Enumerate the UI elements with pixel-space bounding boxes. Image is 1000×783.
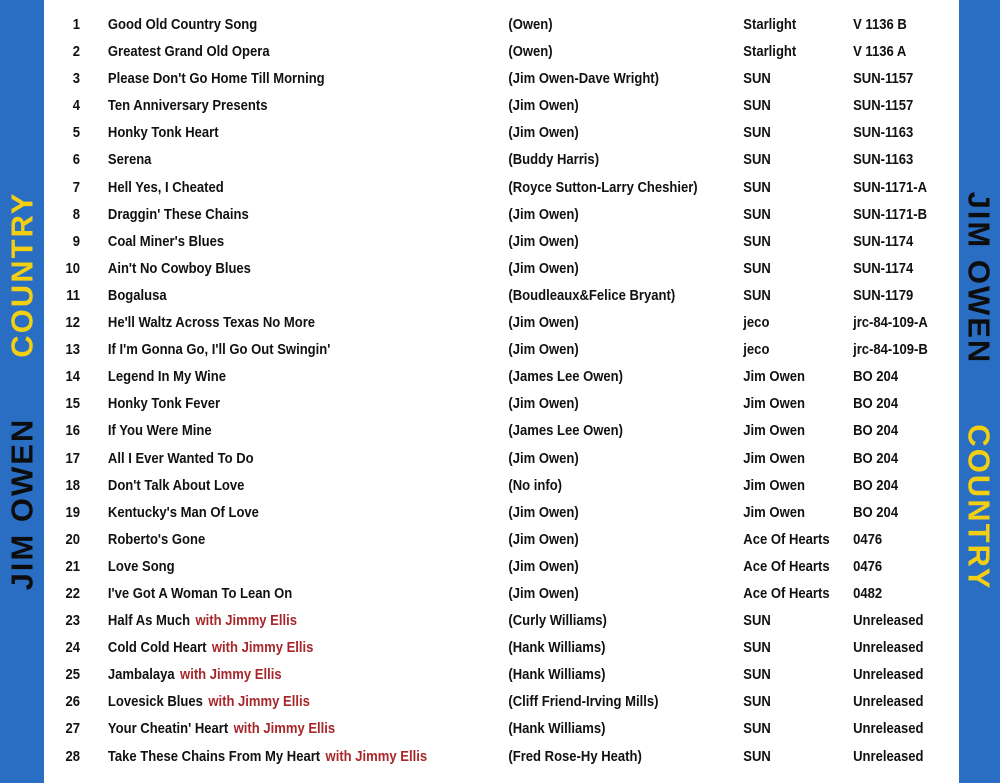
track-row [44,501,899,528]
track-number: 25 [65,667,80,684]
track-writer: (Hank Williams) [508,640,606,657]
catalog-number: SUN-1163 [853,152,914,169]
record-label: SUN [743,260,771,277]
record-label: SUN [743,125,771,142]
track-writer: (James Lee Owen) [508,423,623,440]
track-row [44,745,924,772]
track-title: Half As Much [107,613,191,630]
record-label: SUN [743,694,771,711]
catalog-number: SUN-1171-A [853,179,928,196]
track-title: All I Ever Wanted To Do [107,450,254,467]
track-number: 18 [65,477,80,494]
track-title: Greatest Grand Old Opera [107,44,270,61]
track-number: 15 [65,396,80,413]
track-row [44,40,907,67]
track-title: Please Don't Go Home Till Morning [107,71,325,88]
catalog-number: BO 204 [853,450,899,467]
track-writer: (Jim Owen) [508,450,579,467]
featured-artist: with Jimmy Ellis [233,721,336,738]
left-spine [0,0,44,783]
record-label: SUN [743,667,771,684]
track-title-group [108,694,310,710]
track-title: Ten Anniversary Presents [107,98,268,115]
record-label: Starlight [743,44,797,61]
record-label: SUN [743,721,771,738]
catalog-number: SUN-1179 [853,287,914,304]
track-title: Kentucky's Man Of Love [107,504,259,521]
track-row [44,148,914,175]
track-row [44,94,914,121]
track-row [44,582,883,609]
record-label: SUN [743,98,771,115]
record-label: SUN [743,287,771,304]
track-writer: (Royce Sutton-Larry Cheshier) [508,179,698,196]
track-row [44,13,907,40]
track-title: Legend In My Wine [107,369,226,386]
track-title-group [108,640,314,656]
right-spine [959,0,1000,783]
catalog-number: SUN-1163 [853,125,914,142]
track-number: 26 [65,694,80,711]
record-label: Ace Of Hearts [743,585,830,602]
right-spine-text [961,191,997,591]
track-title: Lovesick Blues [107,694,203,711]
track-row [44,257,914,284]
catalog-number: jrc-84-109-B [853,342,928,359]
track-writer: (Curly Williams) [508,613,607,630]
track-title-group [108,613,297,629]
featured-artist: with Jimmy Ellis [195,613,298,630]
catalog-number: V 1136 A [853,44,907,61]
catalog-number: Unreleased [853,694,924,711]
record-label: Jim Owen [743,396,805,413]
track-number: 6 [72,152,80,169]
record-label: Jim Owen [743,369,805,386]
track-writer: (Jim Owen) [508,531,579,548]
track-title: Coal Miner's Blues [107,233,225,250]
track-writer: (Owen) [508,44,553,61]
track-title-group [108,667,282,683]
track-title-group [108,749,427,765]
track-number: 11 [66,287,80,304]
record-label: SUN [743,233,771,250]
track-row [44,203,928,230]
track-row [44,419,899,446]
record-label: jeco [743,315,770,332]
catalog-number: Unreleased [853,721,924,738]
track-row [44,609,924,636]
track-row [44,392,899,419]
track-title: Hell Yes, I Cheated [107,179,224,196]
track-title: Honky Tonk Heart [107,125,219,142]
track-row [44,636,924,663]
track-writer: (Jim Owen) [508,558,579,575]
track-row [44,365,899,392]
track-row [44,663,924,690]
track-number: 3 [72,71,80,88]
track-number: 27 [65,721,80,738]
catalog-number: Unreleased [853,667,924,684]
track-title: Good Old Country Song [107,17,258,33]
record-label: Jim Owen [743,477,805,494]
record-label: Starlight [743,17,797,33]
track-number: 19 [65,504,80,521]
track-writer: (Jim Owen-Dave Wright) [508,71,659,88]
record-label: Ace Of Hearts [743,558,830,575]
track-list [44,13,959,772]
track-title: Don't Talk About Love [107,477,245,494]
track-row [44,67,914,94]
spine-artist-right: JIM OWEN [961,191,997,365]
record-label: SUN [743,152,771,169]
featured-artist: with Jimmy Ellis [211,640,314,657]
track-row [44,121,914,148]
track-writer: (Jim Owen) [508,504,579,521]
track-writer: (Jim Owen) [508,260,579,277]
record-label: SUN [743,206,771,223]
featured-artist: with Jimmy Ellis [180,667,282,684]
track-number: 17 [65,450,80,467]
track-row [44,338,928,365]
catalog-number: SUN-1157 [853,98,914,115]
track-number: 9 [72,233,80,250]
record-label: Jim Owen [743,423,805,440]
record-label: SUN [743,179,771,196]
track-writer: (No info) [508,477,563,494]
track-title: Roberto's Gone [107,531,206,548]
track-number: 10 [65,260,80,277]
track-row [44,555,883,582]
track-number: 28 [65,748,80,765]
featured-artist: with Jimmy Ellis [325,748,428,765]
track-writer: (Boudleaux&Felice Bryant) [508,287,676,304]
track-title: Bogalusa [107,287,167,304]
track-title-group [108,721,335,737]
catalog-number: BO 204 [853,504,899,521]
track-title: If You Were Mine [107,423,212,440]
track-title: I've Got A Woman To Lean On [107,585,293,602]
track-number: 16 [65,423,80,440]
track-number: 2 [72,44,80,61]
track-title: Draggin' These Chains [107,206,249,223]
catalog-number: BO 204 [853,477,899,494]
track-writer: (Owen) [508,17,553,33]
track-row [44,176,928,203]
record-label: SUN [743,748,771,765]
track-row [44,230,914,257]
track-writer: (James Lee Owen) [508,369,623,386]
track-title: Take These Chains From My Heart [107,748,321,765]
track-number: 14 [65,369,80,386]
track-number: 12 [65,315,80,332]
track-title: Serena [107,152,152,169]
catalog-number: Unreleased [853,613,924,630]
track-number: 20 [65,531,80,548]
spine-genre-left: COUNTRY [4,191,40,358]
catalog-number: SUN-1174 [853,233,914,250]
catalog-number: 0482 [853,585,883,602]
track-number: 23 [65,613,80,630]
track-row [44,474,899,501]
track-title: He'll Waltz Across Texas No More [107,315,316,332]
track-row [44,690,924,717]
track-number: 5 [72,125,80,142]
track-writer: (Jim Owen) [508,342,579,359]
track-number: 24 [65,640,80,657]
spine-genre-right: COUNTRY [961,424,997,591]
track-title: Honky Tonk Fever [107,396,221,413]
track-writer: (Buddy Harris) [508,152,600,169]
catalog-number: BO 204 [853,396,899,413]
record-label: SUN [743,71,771,88]
track-row [44,311,928,338]
record-label: Jim Owen [743,504,805,521]
track-number: 21 [65,558,80,575]
track-number: 13 [65,342,80,359]
track-writer: (Jim Owen) [508,315,579,332]
track-writer: (Jim Owen) [508,206,579,223]
track-writer: (Jim Owen) [508,98,579,115]
track-writer: (Fred Rose-Hy Heath) [508,748,642,765]
catalog-number: Unreleased [853,640,924,657]
track-title: Cold Cold Heart [107,640,207,657]
track-number: 7 [72,179,80,196]
track-title: Your Cheatin' Heart [107,721,229,738]
track-writer: (Jim Owen) [508,233,579,250]
track-title: If I'm Gonna Go, I'll Go Out Swingin' [107,342,331,359]
track-number: 1 [72,17,80,33]
track-writer: (Hank Williams) [508,667,606,684]
track-number: 22 [65,585,80,602]
track-writer: (Hank Williams) [508,721,606,738]
track-row [44,447,899,474]
record-label: Jim Owen [743,450,805,467]
record-label: SUN [743,613,771,630]
track-title: Love Song [107,558,175,575]
catalog-number: SUN-1174 [853,260,914,277]
catalog-number: SUN-1157 [853,71,914,88]
record-label: jeco [743,342,770,359]
track-row [44,717,924,744]
catalog-number: 0476 [853,531,883,548]
spine-artist-left: JIM OWEN [4,417,40,591]
track-number: 8 [72,206,80,223]
catalog-number: Unreleased [853,748,924,765]
left-spine-text [4,191,40,591]
track-writer: (Jim Owen) [508,125,579,142]
catalog-number: jrc-84-109-A [853,315,928,332]
featured-artist: with Jimmy Ellis [208,694,310,711]
track-writer: (Cliff Friend-Irving Mills) [508,694,659,711]
track-number: 4 [72,98,80,115]
catalog-number: BO 204 [853,423,899,440]
record-label: Ace Of Hearts [743,531,830,548]
track-title: Jambalaya [107,667,175,684]
track-row [44,284,914,311]
record-label: SUN [743,640,771,657]
catalog-number: 0476 [853,558,883,575]
track-writer: (Jim Owen) [508,396,579,413]
track-writer: (Jim Owen) [508,585,579,602]
catalog-number: SUN-1171-B [853,206,928,223]
catalog-number: V 1136 B [853,17,907,33]
catalog-number: BO 204 [853,369,899,386]
track-title: Ain't No Cowboy Blues [107,260,251,277]
track-row [44,528,883,555]
